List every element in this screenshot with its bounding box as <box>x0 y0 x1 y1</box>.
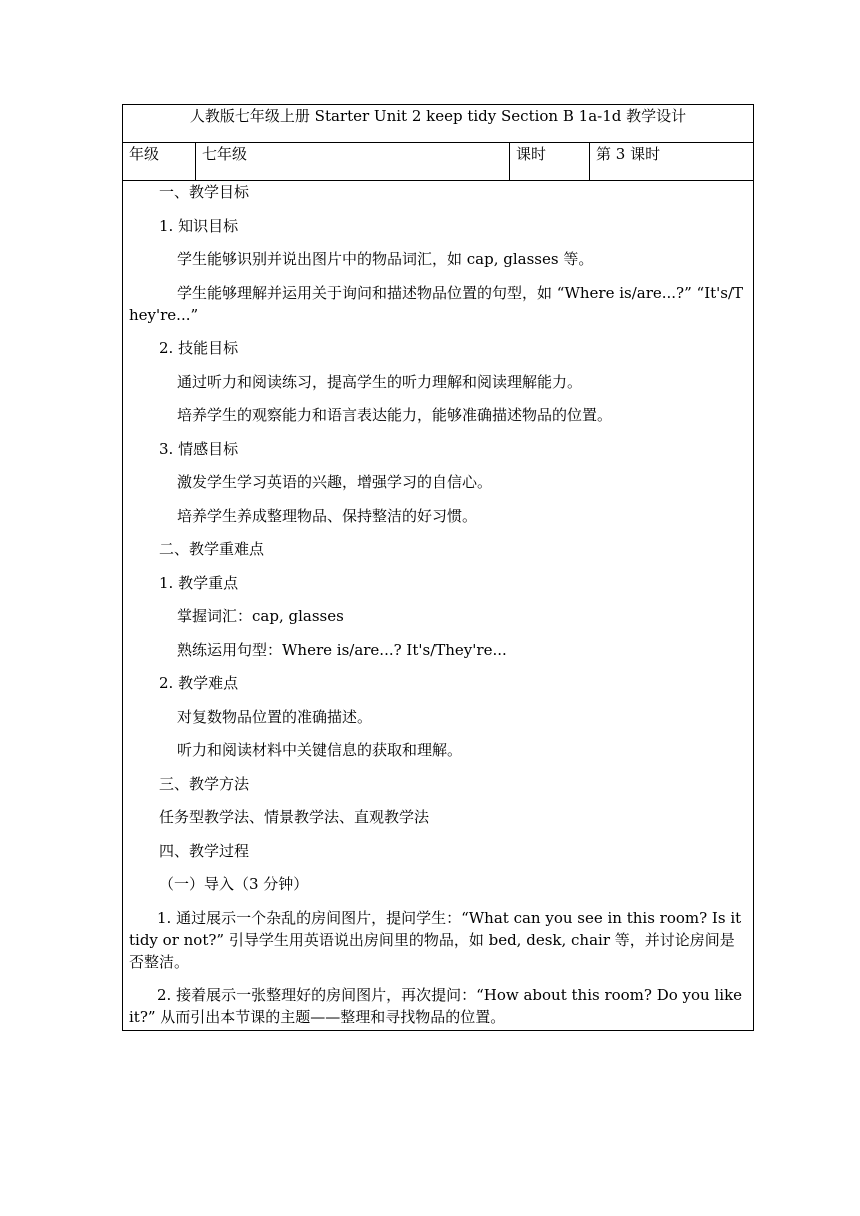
content-paragraph: 通过听力和阅读练习，提高学生的听力理解和阅读理解能力。 <box>177 372 583 391</box>
content-paragraph: 培养学生的观察能力和语言表达能力，能够准确描述物品的位置。 <box>177 406 613 424</box>
content-paragraph: 2. 技能目标 <box>159 339 239 357</box>
meta-row <box>123 143 754 181</box>
content-paragraph: 熟练运用句型：Where is/are...? It's/They're... <box>177 640 507 659</box>
content-paragraph: 2. 接着展示一张整理好的房间图片，再次提问：“How about this room? Do you like it?” 从而引出本节课的主题——整理和寻找物品的位置。 <box>129 986 743 1026</box>
lesson-content <box>123 181 754 1031</box>
content-paragraph: 二、教学重难点 <box>159 540 265 558</box>
content-paragraph: 3. 情感目标 <box>159 439 239 458</box>
content-paragraph: 一、教学目标 <box>159 183 250 201</box>
content-paragraph: 三、教学方法 <box>159 774 250 793</box>
content-paragraph: 任务型教学法、情景教学法、直观教学法 <box>159 808 430 826</box>
grade-value: 七年级 <box>196 143 510 181</box>
content-paragraph: 培养学生养成整理物品、保持整洁的好习惯。 <box>177 506 478 525</box>
period-value: 第 3 课时 <box>590 143 754 181</box>
content-paragraph: 四、教学过程 <box>159 841 250 860</box>
content-paragraph: 2. 教学难点 <box>159 674 239 692</box>
content-paragraph: 1. 知识目标 <box>159 216 239 235</box>
lesson-design-table <box>122 104 754 1031</box>
content-paragraph: 掌握词汇：cap, glasses <box>177 607 344 625</box>
content-paragraph: 对复数物品位置的准确描述。 <box>177 707 373 726</box>
title-row <box>123 105 754 143</box>
content-paragraph: 1. 教学重点 <box>159 573 239 592</box>
content-paragraph: 激发学生学习英语的兴趣，增强学习的自信心。 <box>177 473 493 491</box>
content-paragraph: 听力和阅读材料中关键信息的获取和理解。 <box>177 741 463 759</box>
content-paragraph: （一）导入（3 分钟） <box>159 875 309 893</box>
content-paragraph: 1. 通过展示一个杂乱的房间图片，提问学生：“What can you see in this room? Is it tidy or not?” 引导学生用英语说出房间里的物品，如 bed, desk, chair 等，并讨论房间是否整洁。 <box>129 908 742 971</box>
grade-label: 年级 <box>123 143 196 181</box>
content-row <box>123 181 754 1031</box>
document-title: 人教版七年级上册 Starter Unit 2 keep tidy Section B 1a-1d 教学设计 <box>123 105 754 143</box>
content-paragraph: 学生能够识别并说出图片中的物品词汇，如 cap, glasses 等。 <box>177 250 594 268</box>
content-paragraph: 学生能够理解并运用关于询问和描述物品位置的句型，如 “Where is/are...?” “It's/They're...” <box>129 283 744 324</box>
period-label: 课时 <box>510 143 590 181</box>
